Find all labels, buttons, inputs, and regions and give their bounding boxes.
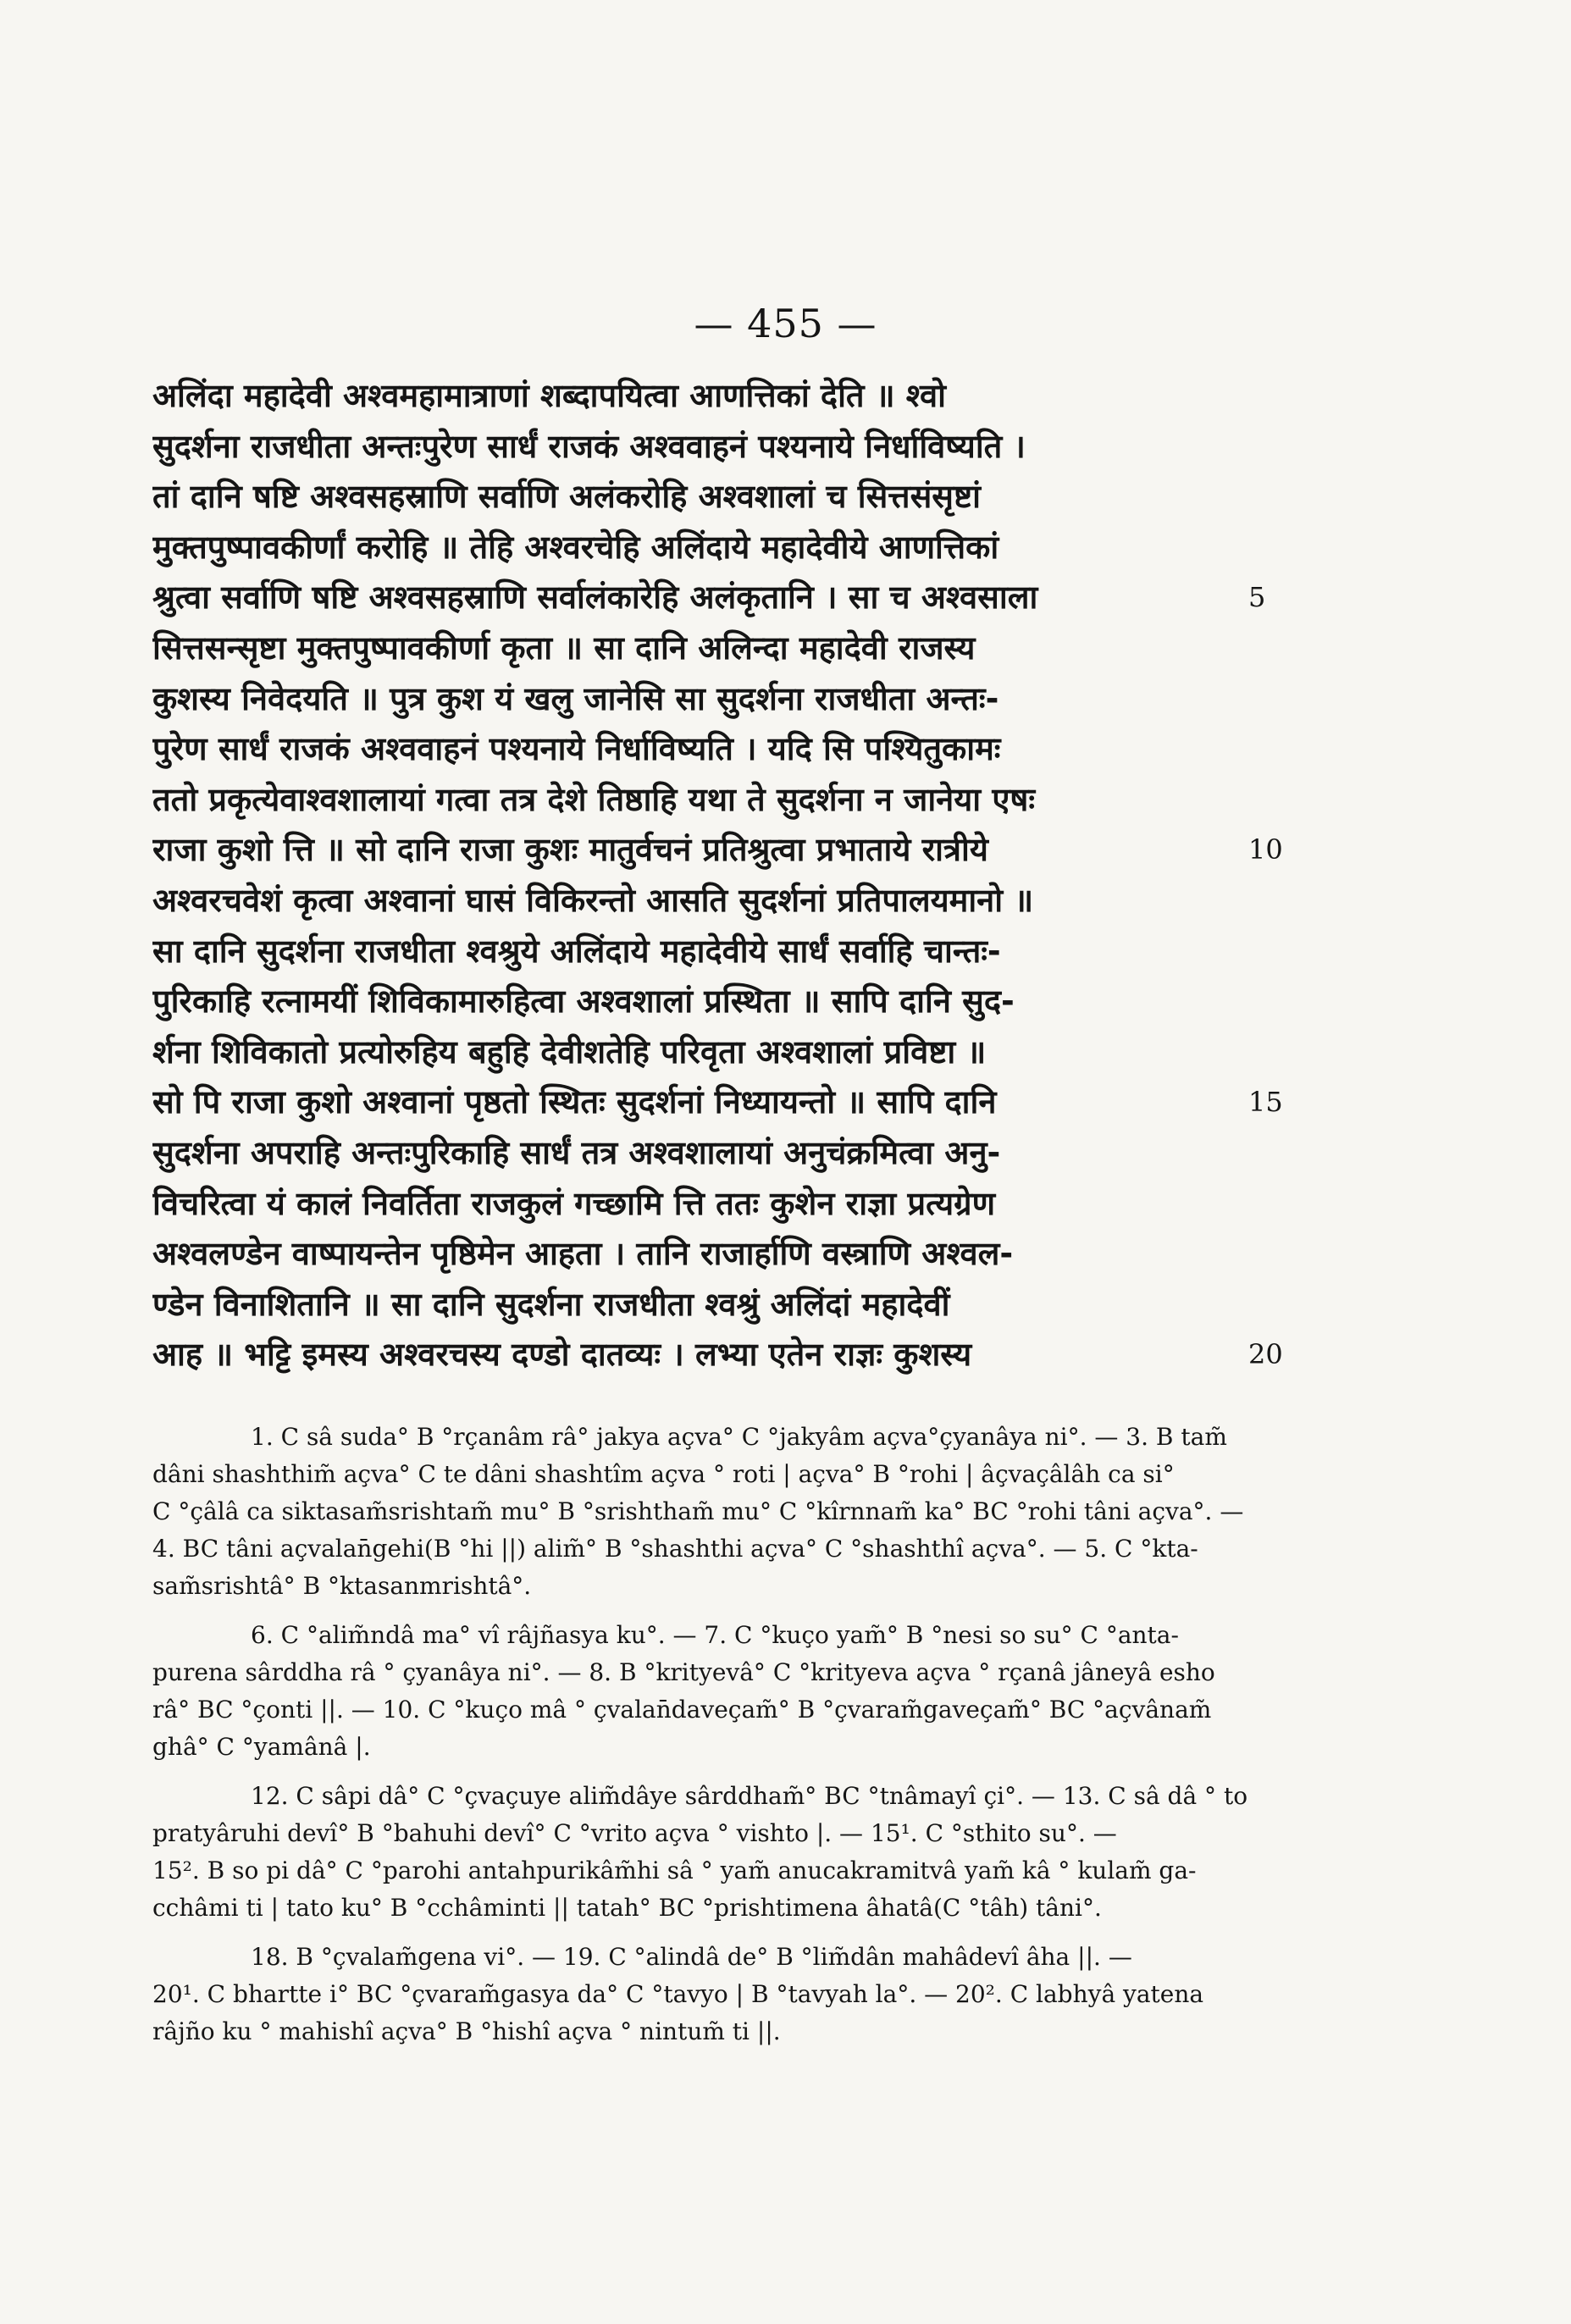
footnote-line: dâni shashthim̃ açva° C te dâni shashtîm açva ° roti | açva° B °rohi | âçvaçâlâh ca si° (152, 1460, 1175, 1488)
verse-line: राजा कुशो त्ति ॥ सो दानि राजा कुशः मातुर्वचनं प्रतिश्रुत्वा प्रभाताये रात्रीये (152, 831, 988, 869)
verse-line: सो पि राजा कुशो अश्वानां पृष्ठतो स्थितः सुदर्शनां निध्यायन्तो ॥ सापि दानि (152, 1083, 997, 1121)
footnote-paragraph (152, 1419, 1287, 1605)
line-number: 5 (1248, 581, 1266, 614)
footnote-line: C °çâlâ ca siktasam̃srishtam̃ mu° B °srishtham̃ mu° C °kîrnnam̃ ka° BC °rohi tâni açva°. — (152, 1497, 1244, 1525)
verse-line: ततो प्रकृत्येवाश्वशालायां गत्वा तत्र देशे तिष्ठाहि यथा ते सुदर्शना न जानेया एषः (152, 780, 1036, 818)
verse-line: पुरिकाहि रत्नामयीं शिविकामारुहित्वा अश्वशालां प्रस्थिता ॥ सापि दानि सुद- (152, 982, 1015, 1021)
verse-line: सित्तसन्सृष्टा मुक्तपुष्पावकीर्णा कृता ॥ सा दानि अलिन्दा महादेवी राजस्य (152, 628, 976, 667)
line-number: 10 (1248, 833, 1283, 866)
footnote-paragraph (152, 1617, 1287, 1766)
footnotes (152, 1419, 1287, 2062)
main-text-block (152, 371, 1287, 1381)
verse-line: अश्वलण्डेन वाष्पायन्तेन पृष्ठिमेन आहता । तानि राजार्हाणि वस्त्राणि अश्वल- (152, 1235, 1014, 1273)
verse-line: ण्डेन विनाशितानि ॥ सा दानि सुदर्शना राजधीता श्वश्रुं अलिंदां महादेवीं (152, 1285, 950, 1323)
footnote-line: 1. C sâ suda° B °rçanâm râ° jakya açva° C °jakyâm açva°çyanâya ni°. — 3. B tam̃ (251, 1423, 1227, 1451)
footnote-line: purena sârddha râ ° çyanâya ni°. — 8. B °krityevâ° C °krityeva açva ° rçanâ jâneyâ esho (152, 1658, 1215, 1686)
verse-line: कुशस्य निवेदयति ॥ पुत्र कुश यं खलु जानेसि सा सुदर्शना राजधीता अन्तः- (152, 679, 999, 717)
verse-line: आह ॥ भट्टि इमस्य अश्वरचस्य दण्डो दातव्यः । लभ्या एतेन राज्ञः कुशस्य (152, 1336, 972, 1374)
line-number: 20 (1248, 1338, 1283, 1371)
footnote-line: râjño ku ° mahishî açva° B °hishî açva ° nintum̃ ti ||. (152, 2017, 781, 2045)
verse-line: र्शना शिविकातो प्रत्योरुहिय बहुहि देवीशतेहि परिवृता अश्वशालां प्रविष्टा ॥ (152, 1032, 987, 1071)
footnote-line: râ° BC °çonti ||. — 10. C °kuço mâ ° çvalan̄daveçam̃° B °çvaram̃gaveçam̃° BC °açvânam̃ (152, 1696, 1212, 1724)
footnote-line: 12. C sâpi dâ° C °çvaçuye alim̃dâye sârddham̃° BC °tnâmayî çi°. — 13. C sâ dâ ° to (251, 1782, 1248, 1810)
footnote-paragraph (152, 1778, 1287, 1927)
footnote-line: ghâ° C °yamânâ |. (152, 1733, 371, 1761)
page-number: — 455 — (694, 301, 877, 346)
verse-line: अलिंदा महादेवी अश्वमहामात्राणां शब्दापयित्वा आणत्तिकां देति ॥ श्वो (152, 377, 946, 414)
verse-line: श्रुत्वा सर्वाणि षष्टि अश्वसहस्राणि सर्वालंकारेहि अलंकृतानि । सा च अश्वसाला (152, 578, 1038, 617)
footnote-line: sam̃srishtâ° B °ktasanmrishtâ°. (152, 1572, 532, 1600)
footnote-line: pratyâruhi devî° B °bahuhi devî° C °vrito açva ° vishto |. — 15¹. C °sthito su°. — (152, 1819, 1117, 1847)
verse-line: सुदर्शना राजधीता अन्तःपुरेण सार्धं राजकं अश्ववाहनं पश्यनाये निर्धाविष्यति । (152, 427, 1026, 465)
footnote-line: cchâmi ti | tato ku° B °cchâminti || tatah° BC °prishtimena âhatâ(C °tâh) tâni°. (152, 1894, 1102, 1922)
verse-line: पुरेण सार्धं राजकं अश्ववाहनं पश्यनाये निर्धाविष्यति । यदि सि पश्यितुकामः (152, 730, 1001, 768)
footnote-paragraph (152, 1939, 1287, 2050)
verse-line: सुदर्शना अपराहि अन्तःपुरिकाहि सार्धं तत्र अश्वशालायां अनुचंक्रमित्वा अनु- (152, 1133, 1001, 1171)
verse-line: विचरित्वा यं कालं निवर्तिता राजकुलं गच्छामि त्ति ततः कुशेन राज्ञा प्रत्यग्रेण (152, 1184, 996, 1222)
footnote-line: 6. C °alim̃ndâ ma° vî râjñasya ku°. — 7. C °kuço yam̃° B °nesi so su° C °anta- (251, 1621, 1179, 1649)
footnote-line: 20¹. C bhartte i° BC °çvaram̃gasya da° C °tavyo | B °tavyah la°. — 20². C labhyâ yatena (152, 1980, 1204, 2008)
verse-line: सा दानि सुदर्शना राजधीता श्वश्रुये अलिंदाये महादेवीये सार्धं सर्वाहि चान्तः- (152, 932, 1001, 970)
footnote-line: 15². B so pi dâ° C °parohi antahpurikâm̃hi sâ ° yam̃ anucakramitvâ yam̃ kâ ° kulam̃ ga- (152, 1856, 1197, 1884)
footnote-line: 4. BC tâni açvalan̄gehi(B °hi ||) alim̃° B °shashthi açva° C °shashthî açva°. — 5. C °kta- (152, 1535, 1198, 1563)
line-number: 15 (1248, 1086, 1283, 1119)
verse-line: तां दानि षष्टि अश्वसहस्राणि सर्वाणि अलंकरोहि अश्वशालां च सित्तसंसृष्टां (152, 478, 981, 516)
verse-line: अश्वरचवेशं कृत्वा अश्वानां घासं विकिरन्तो आसति सुदर्शनां प्रतिपालयमानो ॥ (152, 881, 1034, 919)
footnote-line: 18. B °çvalam̃gena vi°. — 19. C °alindâ de° B °lim̃dân mahâdevî âha ||. — (251, 1943, 1132, 1971)
verse-line: मुक्तपुष्पावकीर्णां करोहि ॥ तेहि अश्वरचेहि अलिंदाये महादेवीये आणत्तिकां (152, 528, 999, 566)
